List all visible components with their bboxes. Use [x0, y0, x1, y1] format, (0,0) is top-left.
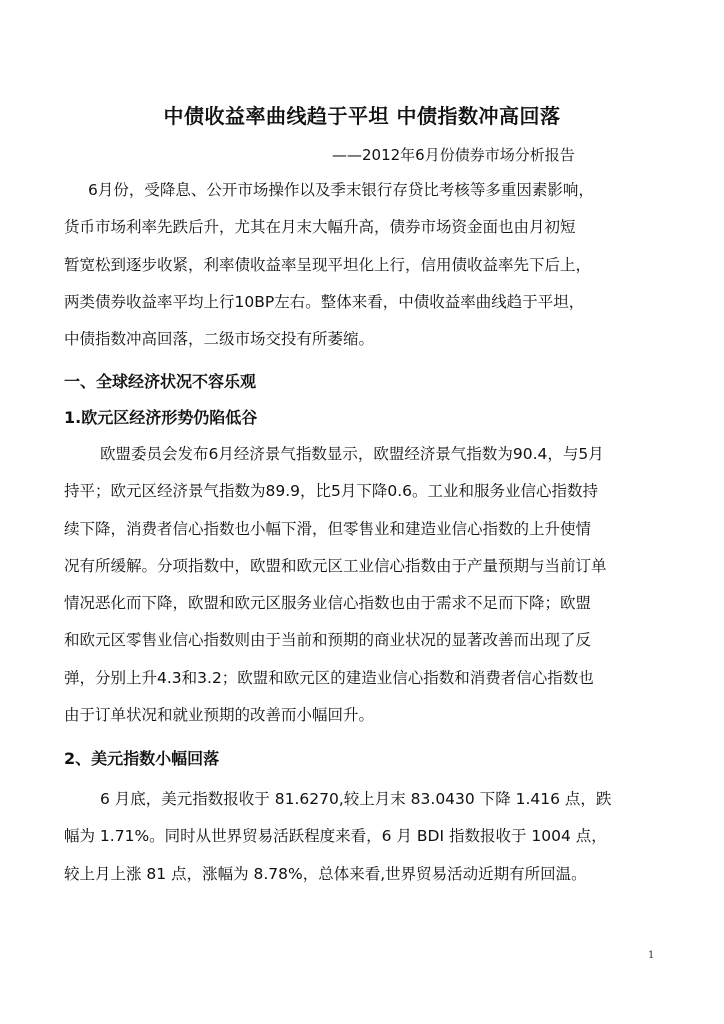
- document-subtitle: ——2012年6月份债券市场分析报告: [332, 146, 575, 164]
- paragraph-line: 况有所缓解。分项指数中，欧盟和欧元区工业信心指数由于产量预期与当前订单: [64, 556, 607, 575]
- intro-paragraph: [64, 172, 662, 358]
- paragraph-line: 中债指数冲高回落，二级市场交投有所萎缩。: [64, 330, 375, 349]
- paragraph-line: 幅为 1.71%。同时从世界贸易活跃程度来看，6 月 BDI 指数报收于 1004 点，: [64, 827, 607, 846]
- paragraph-line: 和欧元区零售业信心指数则由于当前和预期的商业状况的显著改善而出现了反: [64, 631, 592, 650]
- subsection1-paragraph: [64, 436, 662, 734]
- subsection-heading: 2、美元指数小幅回落: [64, 749, 220, 768]
- document-title: 中债收益率曲线趋于平坦 中债指数冲高回落: [163, 104, 561, 128]
- paragraph-line: 6 月底，美元指数报收于 81.6270,较上月末 83.0430 下降 1.416 点，跌: [100, 790, 612, 808]
- paragraph-line: 由于订单状况和就业预期的改善而小幅回升。: [64, 706, 375, 725]
- paragraph-line: 较上月上涨 81 点，涨幅为 8.78%，总体来看,世界贸易活动近期有所回温。: [64, 864, 587, 883]
- paragraph-line: 持平；欧元区经济景气指数为89.9，比5月下降0.6。工业和服务业信心指数持: [64, 482, 599, 501]
- subsection2-paragraph: [64, 781, 662, 893]
- paragraph-line: 两类债券收益率平均上行10BP左右。整体来看，中债收益率曲线趋于平坦，: [64, 292, 585, 311]
- paragraph-line: 欧盟委员会发布6月经济景气指数显示，欧盟经济景气指数为90.4，与5月: [100, 445, 604, 463]
- paragraph-line: 情况恶化而下降，欧盟和欧元区服务业信心指数也由于需求不足而下降；欧盟: [64, 594, 592, 613]
- paragraph-line: 货币市场利率先跌后升，尤其在月末大幅升高，债券市场资金面也由月初短: [64, 218, 576, 237]
- section-heading: 一、全球经济状况不容乐观: [64, 372, 257, 391]
- subsection-heading: 1.欧元区经济形势仍陷低谷: [64, 408, 258, 427]
- page-number: 1: [648, 950, 655, 961]
- paragraph-line: 续下降，消费者信心指数也小幅下滑，但零售业和建造业信心指数的上升使情: [64, 519, 592, 538]
- paragraph-line: 暂宽松到逐步收紧，利率债收益率呈现平坦化上行，信用债收益率先下后上，: [64, 255, 592, 274]
- paragraph-line: 6月份，受降息、公开市场操作以及季末银行存贷比考核等多重因素影响，: [88, 181, 594, 199]
- paragraph-line: 弹，分别上升4.3和3.2；欧盟和欧元区的建造业信心指数和消费者信心指数也: [64, 668, 594, 687]
